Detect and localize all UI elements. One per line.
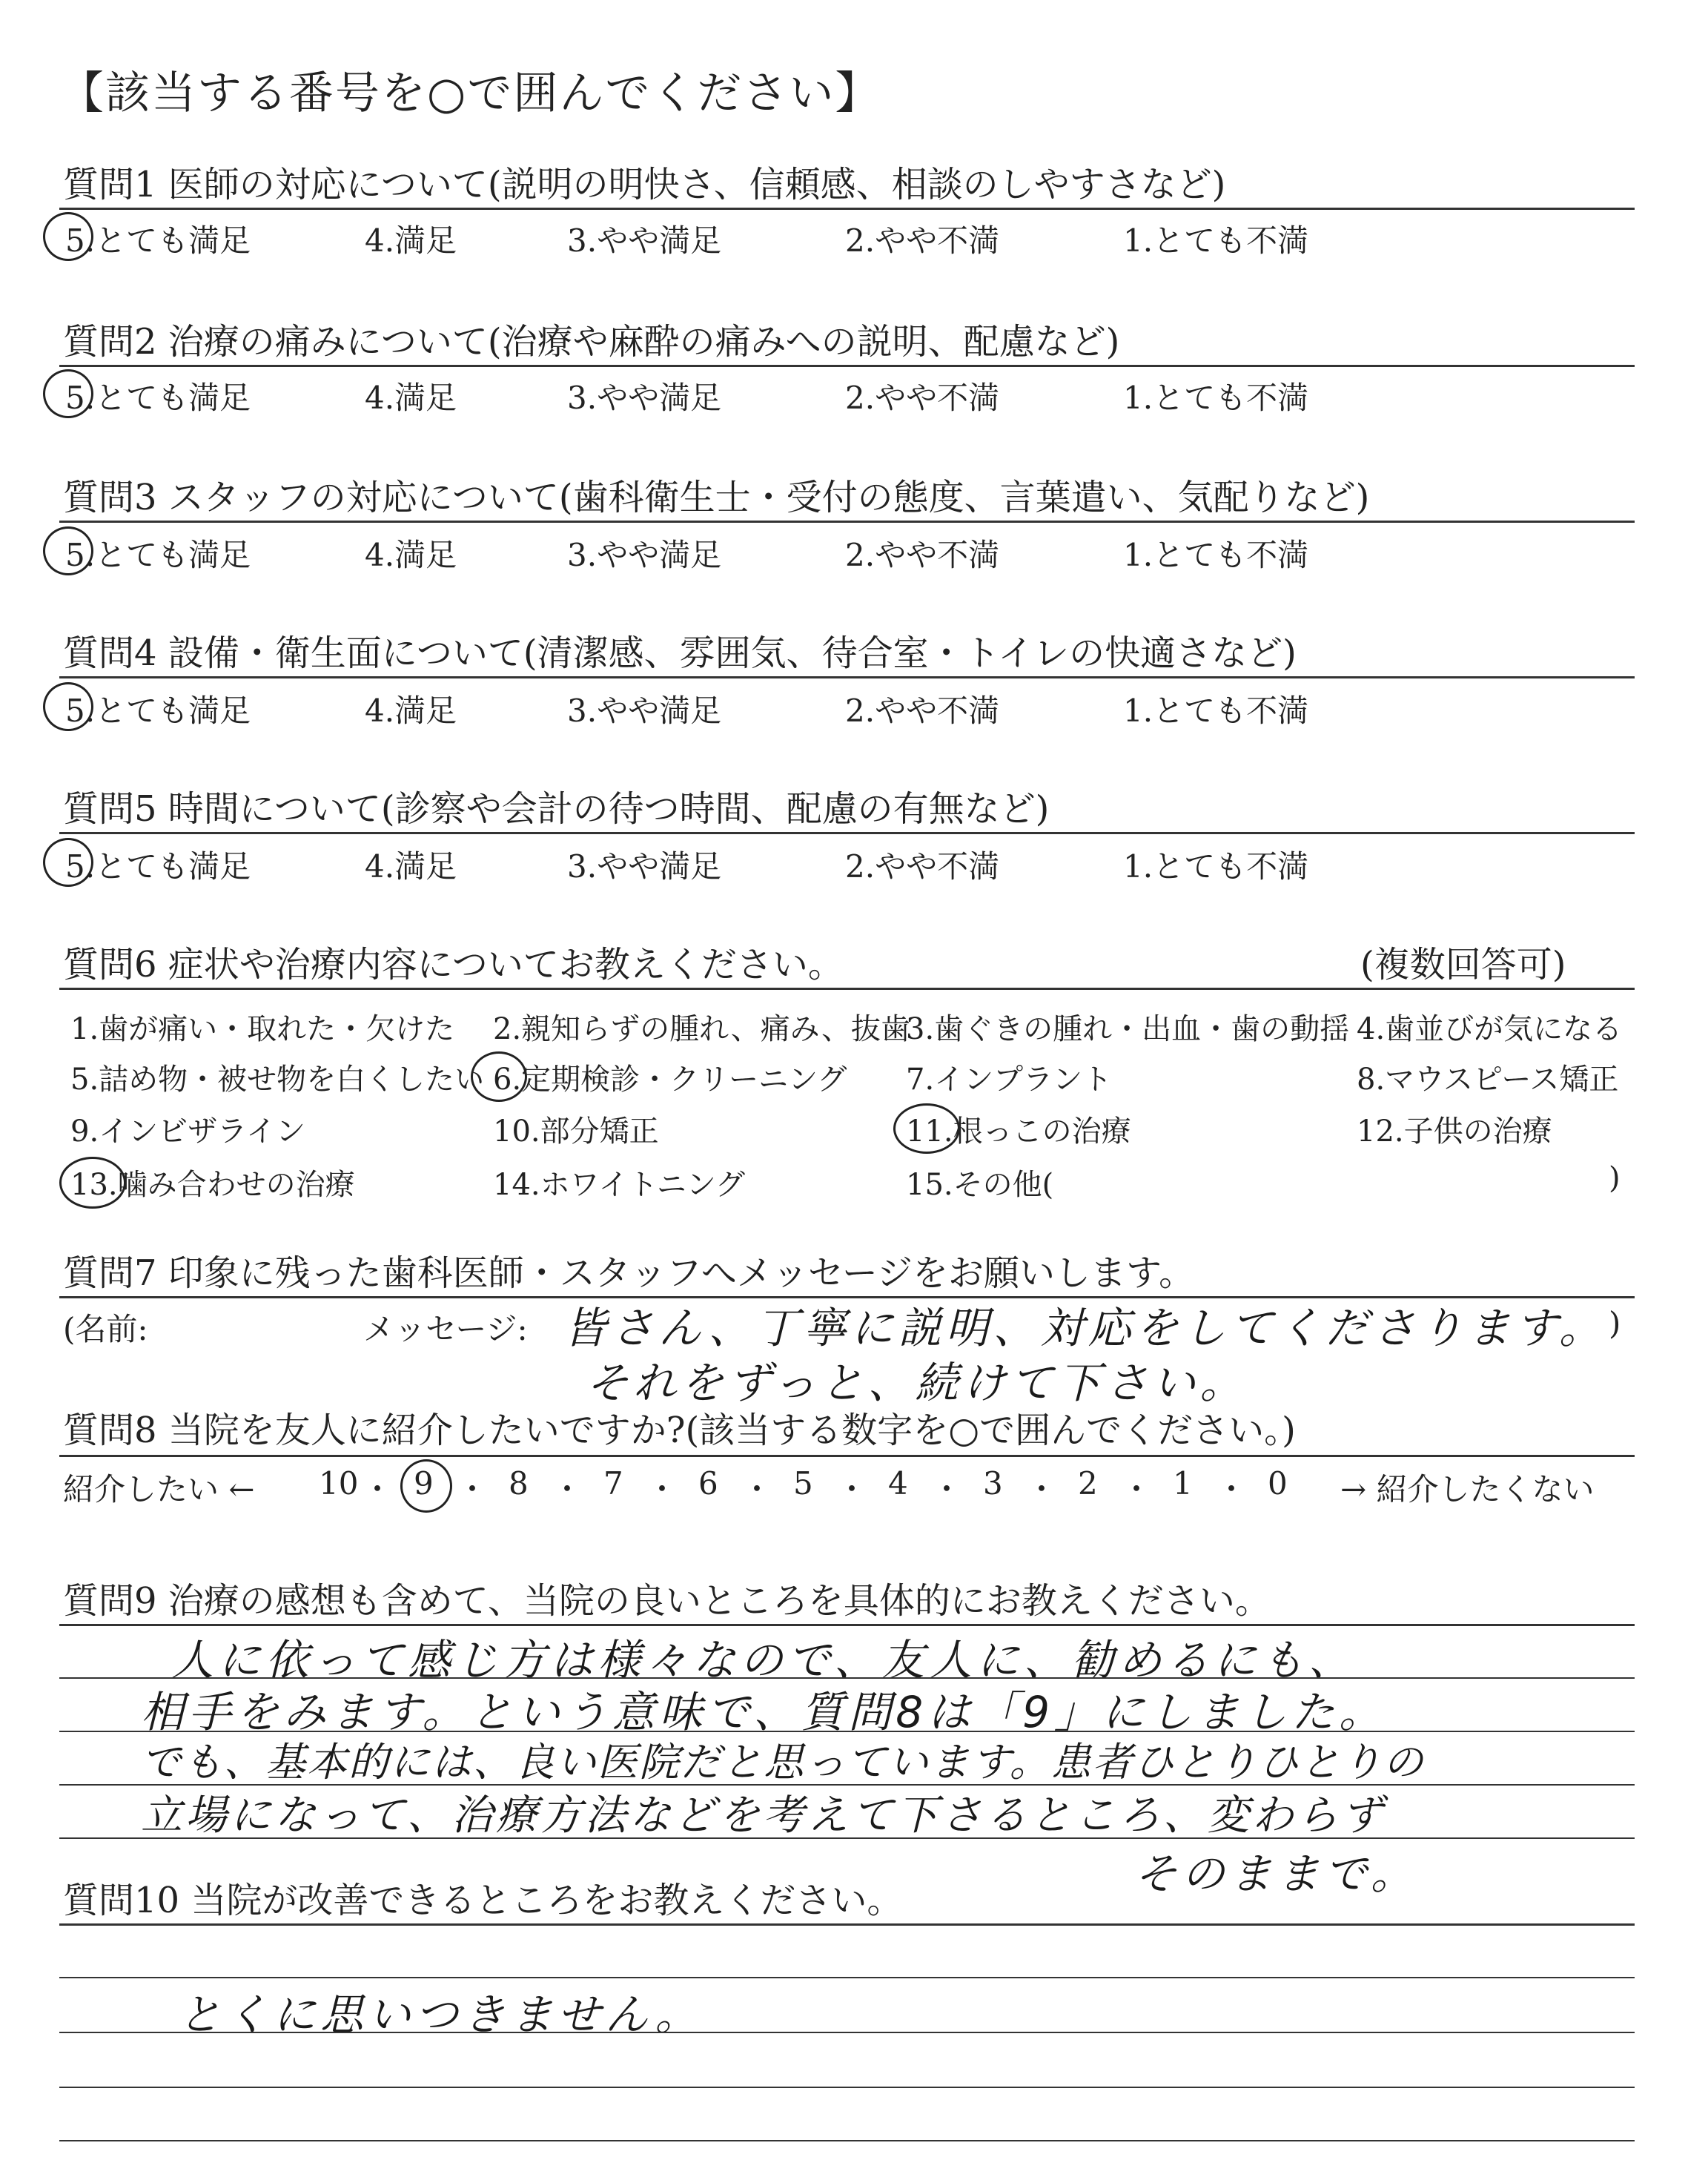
q3-option-2[interactable]: 2.やや不満 [845, 537, 1000, 573]
scale-value-9[interactable]: 9 [414, 1465, 434, 1502]
q6-option-12[interactable]: 12.子供の治療 [1357, 1114, 1552, 1149]
question-9-heading: 質問9 治療の感想も含めて、当院の良いところを具体的にお教えください。 [63, 1580, 1271, 1622]
divider [59, 832, 1635, 834]
q4-option-4[interactable]: 4.満足 [365, 693, 457, 729]
q2-option-4[interactable]: 4.満足 [365, 380, 457, 416]
q3-option-1[interactable]: 1.とても不満 [1123, 537, 1309, 573]
q6-option-5[interactable]: 5.詰め物・被せ物を白くしたい [70, 1063, 485, 1097]
q2-option-3[interactable]: 3.やや満足 [567, 380, 722, 416]
scale-value-3[interactable]: 3 [983, 1465, 1003, 1502]
q3-option-4[interactable]: 4.満足 [365, 537, 457, 573]
divider [59, 988, 1635, 990]
message-close-paren: ) [1609, 1305, 1621, 1341]
scale-value-2[interactable]: 2 [1078, 1465, 1098, 1502]
q6-option-15[interactable]: 15.その他( [906, 1168, 1054, 1202]
divider [59, 1455, 1635, 1457]
question-6-note: (複数回答可) [1360, 944, 1566, 985]
q5-option-4[interactable]: 4.満足 [365, 848, 457, 885]
q2-option-5[interactable]: 5.とても満足 [65, 380, 251, 416]
message-handwriting-line1: 皆さん、丁寧に説明、対応をしてくださります。 [563, 1303, 1606, 1353]
question-10-heading: 質問10 当院が改善できるところをお教えください。 [63, 1880, 903, 1921]
q1-option-4[interactable]: 4.満足 [365, 222, 457, 259]
scale-selected-circle [400, 1459, 452, 1513]
q4-option-1[interactable]: 1.とても不満 [1123, 693, 1309, 729]
q6-option-4[interactable]: 4.歯並びが気になる [1357, 1012, 1623, 1046]
question-4-heading: 質問4 設備・衛生面について(清潔感、雰囲気、待合室・トイレの快適さなど) [63, 633, 1297, 674]
message-label: メッセージ: [363, 1311, 528, 1347]
question-1-heading: 質問1 医師の対応について(説明の明快さ、信頼感、相談のしやすさなど) [63, 164, 1226, 205]
recommend-left-label: 紹介したい ← [63, 1471, 255, 1507]
scale-separator: ・ [931, 1471, 963, 1507]
q3-option-5[interactable]: 5.とても満足 [65, 537, 251, 573]
ruled-line [59, 2087, 1635, 2088]
divider [59, 676, 1635, 678]
scale-separator: ・ [552, 1471, 583, 1507]
q4-option-3[interactable]: 3.やや満足 [567, 693, 722, 729]
scale-separator: ・ [1121, 1471, 1153, 1507]
q6-option-11[interactable]: 11.根っこの治療 [906, 1114, 1131, 1149]
q6-option-3[interactable]: 3.歯ぐきの腫れ・出血・歯の動揺 [906, 1012, 1350, 1046]
q6-other-close: ) [1609, 1161, 1621, 1195]
q6-option-13[interactable]: 13.噛み合わせの治療 [70, 1168, 355, 1202]
q2-option-2[interactable]: 2.やや不満 [845, 380, 1000, 416]
ruled-line [59, 1977, 1635, 1978]
q9-handwriting-line2: 相手をみます。という意味で、質問8は「9」にしました。 [141, 1687, 1387, 1737]
q10-handwriting: とくに思いつきません。 [178, 1989, 703, 2040]
scale-value-7[interactable]: 7 [603, 1465, 623, 1502]
scale-value-5[interactable]: 5 [793, 1465, 813, 1502]
q6-option-1[interactable]: 1.歯が痛い・取れた・欠けた [70, 1012, 455, 1046]
q9-handwriting-line4: 立場になって、治療方法などを考えて下さるところ、変わらず [141, 1791, 1386, 1840]
q6-option-2[interactable]: 2.親知らずの腫れ、痛み、抜歯 [493, 1012, 910, 1046]
scale-separator: ・ [457, 1471, 489, 1507]
q6-option-7[interactable]: 7.インプラント [906, 1063, 1113, 1097]
q6-option-6[interactable]: 6.定期検診・クリーニング [493, 1063, 847, 1097]
q5-option-5[interactable]: 5.とても満足 [65, 848, 251, 885]
scale-separator: ・ [646, 1471, 678, 1507]
scale-value-0[interactable]: 0 [1268, 1465, 1288, 1502]
q4-option-5[interactable]: 5.とても満足 [65, 693, 251, 729]
scale-separator: ・ [741, 1471, 773, 1507]
q2-option-1[interactable]: 1.とても不満 [1123, 380, 1309, 416]
q9-handwriting-line3: でも、基本的には、良い医院だと思っています。患者ひとりひとりの [141, 1739, 1425, 1786]
q6-option-14[interactable]: 14.ホワイトニング [493, 1168, 746, 1202]
scale-value-4[interactable]: 4 [888, 1465, 908, 1502]
divider [59, 365, 1635, 367]
divider [59, 521, 1635, 523]
scale-separator: ・ [1216, 1471, 1248, 1507]
q5-option-2[interactable]: 2.やや不満 [845, 848, 1000, 885]
q6-option-9[interactable]: 9.インビザライン [70, 1114, 305, 1149]
q1-option-2[interactable]: 2.やや不満 [845, 222, 1000, 259]
scale-separator: ・ [1026, 1471, 1058, 1507]
question-8-heading: 質問8 当院を友人に紹介したいですか?(該当する数字を○で囲んでください。) [63, 1410, 1296, 1451]
page-title: 【該当する番号を○で囲んでください】 [59, 67, 881, 119]
scale-separator: ・ [362, 1471, 394, 1507]
q3-option-3[interactable]: 3.やや満足 [567, 537, 722, 573]
scale-value-6[interactable]: 6 [698, 1465, 718, 1502]
q9-handwriting-line5: そのままで。 [1134, 1849, 1418, 1899]
scale-value-10[interactable]: 10 [319, 1465, 359, 1502]
q4-option-2[interactable]: 2.やや不満 [845, 693, 1000, 729]
divider [59, 208, 1635, 210]
recommend-right-label: → 紹介したくない [1340, 1471, 1595, 1507]
q1-option-1[interactable]: 1.とても不満 [1123, 222, 1309, 259]
scale-value-8[interactable]: 8 [509, 1465, 529, 1502]
scale-value-1[interactable]: 1 [1173, 1465, 1193, 1502]
q1-option-3[interactable]: 3.やや満足 [567, 222, 722, 259]
scale-separator: ・ [836, 1471, 868, 1507]
q6-option-10[interactable]: 10.部分矯正 [493, 1114, 659, 1149]
question-5-heading: 質問5 時間について(診察や会計の待つ時間、配慮の有無など) [63, 788, 1050, 830]
message-handwriting-line2: それをずっと、続けて下さい。 [586, 1358, 1248, 1408]
q1-option-5[interactable]: 5.とても満足 [65, 222, 251, 259]
ruled-line [59, 2140, 1635, 2141]
divider [59, 1923, 1635, 1926]
question-6-heading: 質問6 症状や治療内容についてお教えください。 [63, 944, 844, 985]
ruled-line [59, 2032, 1635, 2033]
q5-option-3[interactable]: 3.やや満足 [567, 848, 722, 885]
q5-option-1[interactable]: 1.とても不満 [1123, 848, 1309, 885]
q6-option-8[interactable]: 8.マウスピース矯正 [1357, 1063, 1619, 1097]
question-2-heading: 質問2 治療の痛みについて(治療や麻酔の痛みへの説明、配慮など) [63, 321, 1120, 363]
question-7-heading: 質問7 印象に残った歯科医師・スタッフへメッセージをお願いします。 [63, 1252, 1195, 1294]
name-label: (名前: [63, 1311, 148, 1347]
q9-handwriting-line1: 人に依って感じ方は様々なので、友人に、勧めるにも、 [171, 1635, 1356, 1685]
question-3-heading: 質問3 スタッフの対応について(歯科衛生士・受付の態度、言葉遣い、気配りなど) [63, 477, 1370, 518]
